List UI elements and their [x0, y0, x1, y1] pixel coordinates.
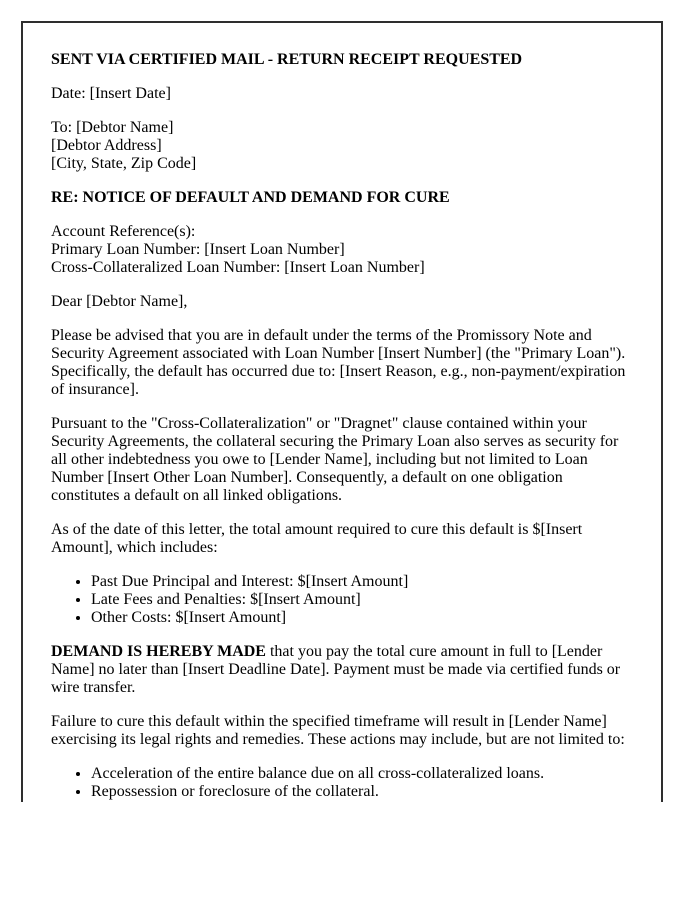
cure-amount-intro-paragraph: As of the date of this letter, the total amount required to cure this default is $[Insert Amount], which includes:	[51, 521, 583, 556]
list-item: • Past Due Principal and Interest: $[Insert Amount]	[91, 573, 633, 591]
cross-collateralized-loan-number-line: Cross-Collateralized Loan Number: [Insert Loan Number]	[51, 259, 425, 276]
default-notice-paragraph: Please be advised that you are in default under the terms of the Promissory Note and Security Agreement associated with Loan Number [Insert Number] (the "Primary Loan"). Specifically, the default has occurred due to: [Insert Reason, e.g., non-payment/expiration of insurance].	[51, 327, 626, 398]
demand-paragraph-rest: that you pay the total cure amount in full to [Lender Name] no later than [Insert Deadline Date]. Payment must be made via certified funds or wire transfer.	[51, 643, 621, 696]
remedies-list	[51, 765, 633, 801]
recipient-city-line: [City, State, Zip Code]	[51, 155, 197, 172]
demand-bold-phrase: DEMAND IS HEREBY MADE	[51, 643, 266, 660]
letter-frame	[21, 21, 663, 802]
subject-line: RE: NOTICE OF DEFAULT AND DEMAND FOR CURE	[51, 189, 450, 206]
cross-collateralization-paragraph: Pursuant to the "Cross-Collateralization" or "Dragnet" clause contained within your Security Agreements, the collateral securing the Primary Loan also serves as security for all other indebtedness you owe to [Lender Name], including but not limited to Loan Number [Insert Other Loan Number]. Consequently, a default on one obligation constitutes a default on all linked obligations.	[51, 415, 619, 504]
date-line: Date: [Insert Date]	[51, 85, 171, 102]
account-reference-label: Account Reference(s):	[51, 223, 196, 240]
list-item: • Repossession or foreclosure of the collateral.	[91, 783, 633, 801]
list-item: • Acceleration of the entire balance due on all cross-collateralized loans.	[91, 765, 633, 783]
recipient-address-block	[51, 119, 633, 173]
salutation: Dear [Debtor Name],	[51, 293, 188, 310]
list-item: • Other Costs: $[Insert Amount]	[91, 609, 633, 627]
primary-loan-number-line: Primary Loan Number: [Insert Loan Number]	[51, 241, 345, 258]
certified-mail-header: SENT VIA CERTIFIED MAIL - RETURN RECEIPT REQUESTED	[51, 51, 523, 68]
failure-notice-paragraph: Failure to cure this default within the specified timeframe will result in [Lender Name] exercising its legal rights and remedies. These actions may include, but are not limited to:	[51, 713, 625, 748]
account-reference-block	[51, 223, 633, 277]
cure-amount-list	[51, 573, 633, 627]
recipient-name-line: To: [Debtor Name]	[51, 119, 174, 136]
letter-content	[23, 23, 661, 801]
recipient-address-line: [Debtor Address]	[51, 137, 162, 154]
demand-paragraph	[51, 643, 633, 697]
list-item: • Late Fees and Penalties: $[Insert Amount]	[91, 591, 633, 609]
